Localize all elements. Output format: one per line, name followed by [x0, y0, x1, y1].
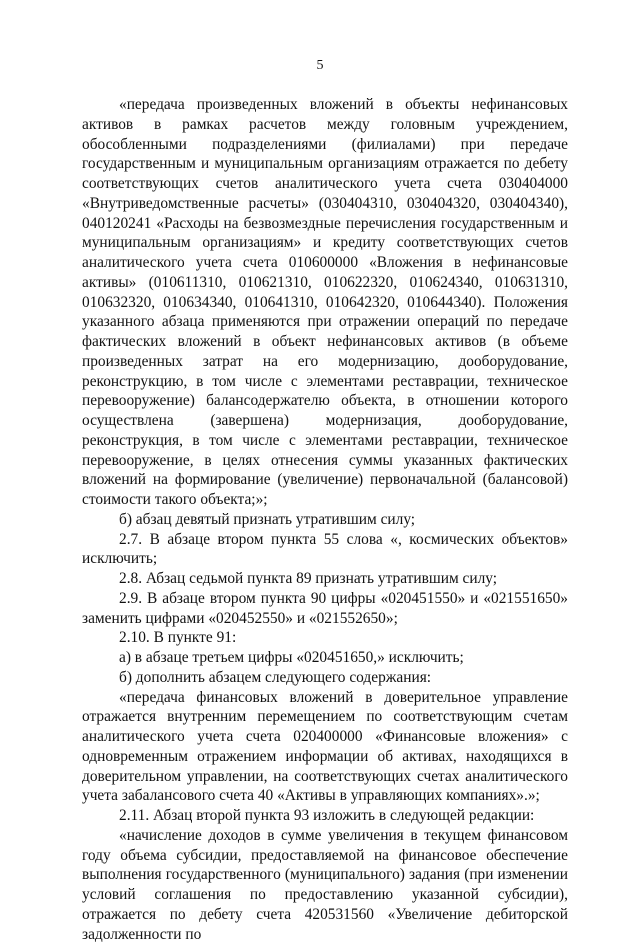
paragraph-item-2-11: 2.11. Абзац второй пункта 93 изложить в следующей редакции: — [119, 807, 535, 824]
paragraph-income-accrual: «начисление доходов в сумме увеличения в текущем финансовом году объема субсидии, предоставляемой на финансовое обеспечение выполнения государственного (муниципального) задания (при изменении условий соглашения по предоставлению указанной субсидии), отражается по дебету счета 420531560 «Увеличение дебиторской задолженности по — [82, 826, 568, 943]
paragraph-clause-b-add: б) дополнить абзацем следующего содержания: — [119, 668, 432, 686]
document-body — [82, 95, 568, 944]
paragraph-item-2-10: 2.10. В пункте 91: — [119, 629, 237, 647]
paragraph-item-2-9: 2.9. В абзаце втором пункта 90 цифры «020451550» и «021551650» заменить цифрами «020452550» и «021552650»; — [82, 589, 568, 627]
paragraph-item-2-8: 2.8. Абзац седьмой пункта 89 признать утратившим силу; — [119, 570, 498, 587]
paragraph-transfer-investments: «передача произведенных вложений в объекты нефинансовых активов в рамках расчетов между головным учреждением, обособленными подразделениями (филиалами) при передаче государственным и муниципальным организациям отражается по дебету соответствующих счетов аналитического учета счета 030404000 «Внутриведомственные расчеты» (030404310, 030404320, 030404340), 040120241 «Расходы на безвозмездные перечисления государственным и муниципальным организациям» и кредиту соответствующих счетов аналитического учета счета 010600000 «Вложения в нефинансовые активы» (010611310, 010621310, 010622320, 010624340, 010631310, 010632320, 010634340, 010641310, 010642320, 010644340). Положения указанного абзаца применяются при отражении операций по передаче фактических вложений в объект нефинансовых активов (в объеме произведенных затрат на его модернизацию, дооборудование, реконструкцию, в том числе с элементами реставрации, техническое перевооружение) балансодержателю объекта, в отношении которого осуществлена (завершена) модернизация, дооборудование, реконструкция, в том числе с элементами реставрации, техническое перевооружение, в целях отнесения суммы указанных фактических вложений на формирование (увеличение) первоначальной (балансовой) стоимости такого объекта;»; — [82, 96, 568, 508]
paragraph-clause-a: а) в абзаце третьем цифры «020451650,» исключить; — [119, 649, 464, 666]
paragraph-clause-b-ninth: б) абзац девятый признать утратившим силу; — [119, 510, 416, 528]
paragraph-trust-management: «передача финансовых вложений в доверительное управление отражается внутренним перемещением по соответствующим счетам аналитического учета счета 020400000 «Финансовые вложения» с одновременным отражением информации об активах, находящихся в доверительном управлении, на соответствующих счетах аналитического учета забалансового счета 40 «Активы в управляющих компаниях».»; — [82, 688, 568, 805]
paragraph-item-2-7: 2.7. В абзаце втором пункта 55 слова «, космических объектов» исключить; — [82, 530, 568, 568]
page-number: 5 — [316, 58, 324, 73]
